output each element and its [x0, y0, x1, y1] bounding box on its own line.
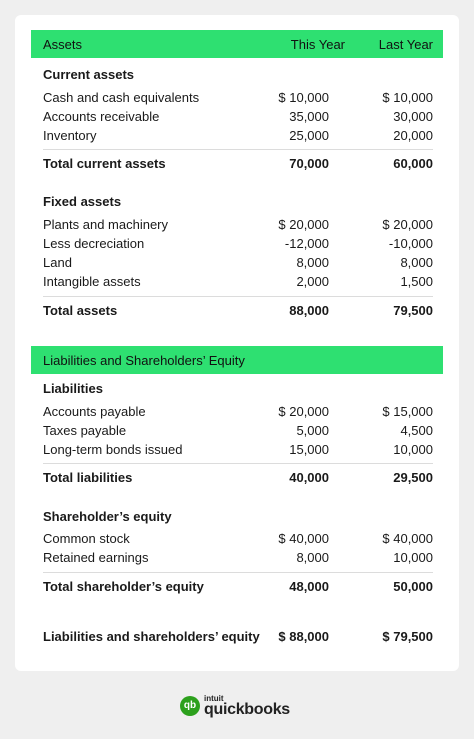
- this-year-total: 40,000: [289, 470, 329, 485]
- row-label: Inventory: [43, 128, 97, 143]
- this-year-value: 25,000: [289, 128, 329, 143]
- last-year-value: 8,000: [400, 255, 433, 270]
- this-year-value: 8,000: [296, 255, 329, 270]
- table-row: [43, 549, 433, 568]
- this-year-value: $ 10,000: [278, 90, 329, 105]
- row-label: Taxes payable: [43, 423, 127, 438]
- row-label: Less decreciation: [43, 236, 145, 251]
- quickbooks-wordmark: quickbooks: [204, 701, 290, 718]
- total-label: Total current assets: [43, 156, 166, 171]
- row-label: Cash and cash equivalents: [43, 90, 200, 105]
- last-year-total: 29,500: [393, 470, 433, 485]
- this-year-value: $ 20,000: [278, 404, 329, 419]
- last-year-value: 4,500: [400, 423, 433, 438]
- row-label: Retained earnings: [43, 550, 149, 565]
- grand-total-row: [43, 628, 433, 647]
- row-label: Land: [43, 255, 72, 270]
- last-year-value: -10,000: [388, 236, 433, 251]
- table-row: [43, 108, 433, 127]
- last-year-total: 50,000: [393, 579, 433, 594]
- table-row: [43, 403, 433, 422]
- row-label: Plants and machinery: [43, 217, 169, 232]
- assets-header-bar: [31, 30, 443, 58]
- this-year-value: 5,000: [296, 423, 329, 438]
- last-year-value: 20,000: [393, 128, 433, 143]
- table-row: [43, 422, 433, 441]
- last-year-total: 60,000: [393, 156, 433, 171]
- row-label: Long-term bonds issued: [43, 442, 183, 457]
- table-row: [43, 127, 433, 146]
- table-row: [43, 254, 433, 273]
- last-year-value: 10,000: [393, 550, 433, 565]
- total-label: Total assets: [43, 303, 118, 318]
- table-row: [43, 216, 433, 235]
- total-label: Total shareholder’s equity: [43, 579, 204, 594]
- row-label: Common stock: [43, 531, 130, 546]
- row-label: Intangible assets: [43, 274, 141, 289]
- total-row: [43, 155, 433, 174]
- grand-total-this-year: $ 88,000: [278, 629, 329, 644]
- this-year-value: 35,000: [289, 109, 329, 124]
- divider: [43, 149, 433, 150]
- liabilities-title: Liabilities: [43, 381, 103, 396]
- grand-total-label: Liabilities and shareholders’ equity: [43, 629, 260, 644]
- last-year-value: $ 10,000: [382, 90, 433, 105]
- divider: [43, 463, 433, 464]
- last-year-value: $ 15,000: [382, 404, 433, 419]
- total-row: [43, 302, 433, 321]
- this-year-total: 88,000: [289, 303, 329, 318]
- table-row: [43, 235, 433, 254]
- grand-total-last-year: $ 79,500: [382, 629, 433, 644]
- table-row: [43, 530, 433, 549]
- assets-header: Assets: [43, 37, 83, 52]
- row-label: Accounts receivable: [43, 109, 160, 124]
- this-year-value: 15,000: [289, 442, 329, 457]
- equity-title: Shareholder’s equity: [43, 509, 172, 524]
- this-year-header: This Year: [290, 37, 345, 52]
- liabilities-equity-header: Liabilities and Shareholders’ Equity: [43, 353, 245, 368]
- fixed-assets-title: Fixed assets: [43, 194, 122, 209]
- this-year-total: 48,000: [289, 579, 329, 594]
- table-row: [43, 441, 433, 460]
- quickbooks-logo: [180, 695, 300, 719]
- divider: [43, 296, 433, 297]
- this-year-value: -12,000: [284, 236, 329, 251]
- balance-sheet-card: [15, 15, 459, 671]
- this-year-total: 70,000: [289, 156, 329, 171]
- divider: [43, 572, 433, 573]
- last-year-header: Last Year: [378, 37, 433, 52]
- last-year-value: 30,000: [393, 109, 433, 124]
- this-year-value: 2,000: [296, 274, 329, 289]
- last-year-value: $ 40,000: [382, 531, 433, 546]
- row-label: Accounts payable: [43, 404, 146, 419]
- total-row: [43, 469, 433, 488]
- this-year-value: $ 20,000: [278, 217, 329, 232]
- current-assets-title: Current assets: [43, 67, 135, 82]
- intuit-wordmark: intuit: [204, 694, 224, 703]
- this-year-value: $ 40,000: [278, 531, 329, 546]
- this-year-value: 8,000: [296, 550, 329, 565]
- last-year-value: 10,000: [393, 442, 433, 457]
- table-row: [43, 89, 433, 108]
- last-year-value: $ 20,000: [382, 217, 433, 232]
- total-row: [43, 578, 433, 597]
- total-label: Total liabilities: [43, 470, 133, 485]
- liabilities-equity-header-bar: [31, 346, 443, 374]
- quickbooks-mark-icon: qb: [180, 696, 200, 716]
- table-row: [43, 273, 433, 292]
- last-year-value: 1,500: [400, 274, 433, 289]
- last-year-total: 79,500: [393, 303, 433, 318]
